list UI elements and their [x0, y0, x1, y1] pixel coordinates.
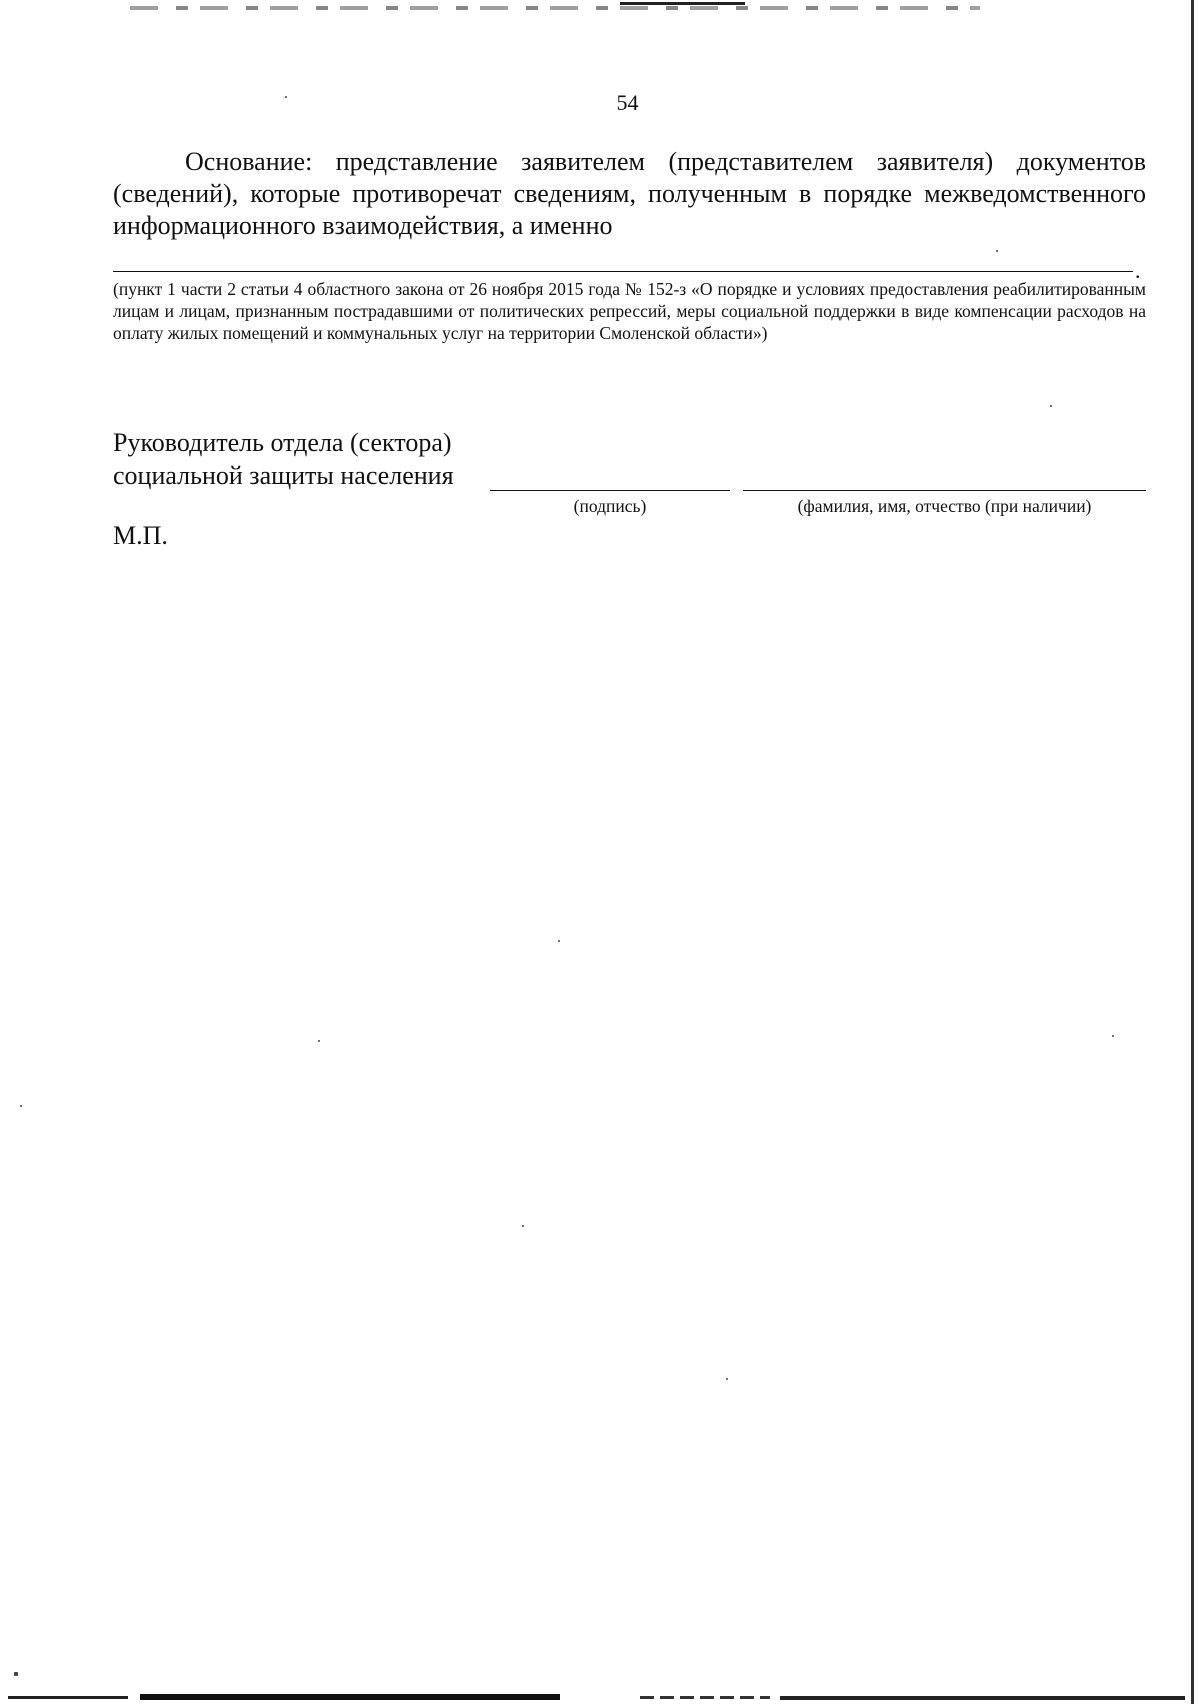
scan-speck — [558, 940, 560, 942]
full-name-blank-line — [743, 490, 1146, 491]
scan-speck — [1050, 405, 1052, 407]
scan-speck — [1112, 1035, 1114, 1037]
stamp-place-label: М.П. — [113, 521, 168, 550]
basis-paragraph: Основание: представление заявителем (представителем заявителя) документов (сведений), которые противоречат сведениям, полученным в порядке межведомственного информационного взаимодействия, а именно — [113, 147, 1146, 240]
signatory-title-line2: социальной защиты населения — [113, 461, 454, 490]
scan-speck — [14, 1672, 18, 1676]
scan-artifact-top — [130, 6, 980, 10]
fill-in-line-end: . — [1135, 258, 1141, 283]
full-name-caption: (фамилия, имя, отчество (при наличии) — [797, 496, 1092, 516]
fill-in-line — [113, 271, 1133, 272]
scan-speck — [726, 1378, 728, 1380]
legal-reference-note: (пункт 1 части 2 статьи 4 областного закона от 26 ноября 2015 года № 152-з «О порядке и условиях предоставления реабилитированным лицам и лицам, признанным пострадавшими от политических репрессий, меры социальной поддержки в виде компенсации расходов на оплату жилых помещений и коммунальных услуг на территории Смоленской области») — [113, 279, 1146, 343]
scan-artifact-top-dark — [620, 2, 745, 5]
signature-blank-line — [490, 490, 730, 491]
signatory-title-line1: Руководитель отдела (сектора) — [113, 428, 452, 457]
scan-speck — [522, 1225, 524, 1227]
scan-artifact-bottom — [0, 1694, 1200, 1704]
signature-caption: (подпись) — [573, 496, 647, 516]
scan-artifact-right-edge — [1191, 0, 1194, 1704]
scan-speck — [996, 250, 998, 252]
scan-speck — [20, 1105, 22, 1107]
page-number: 54 — [616, 90, 639, 115]
scan-speck — [318, 1040, 320, 1042]
